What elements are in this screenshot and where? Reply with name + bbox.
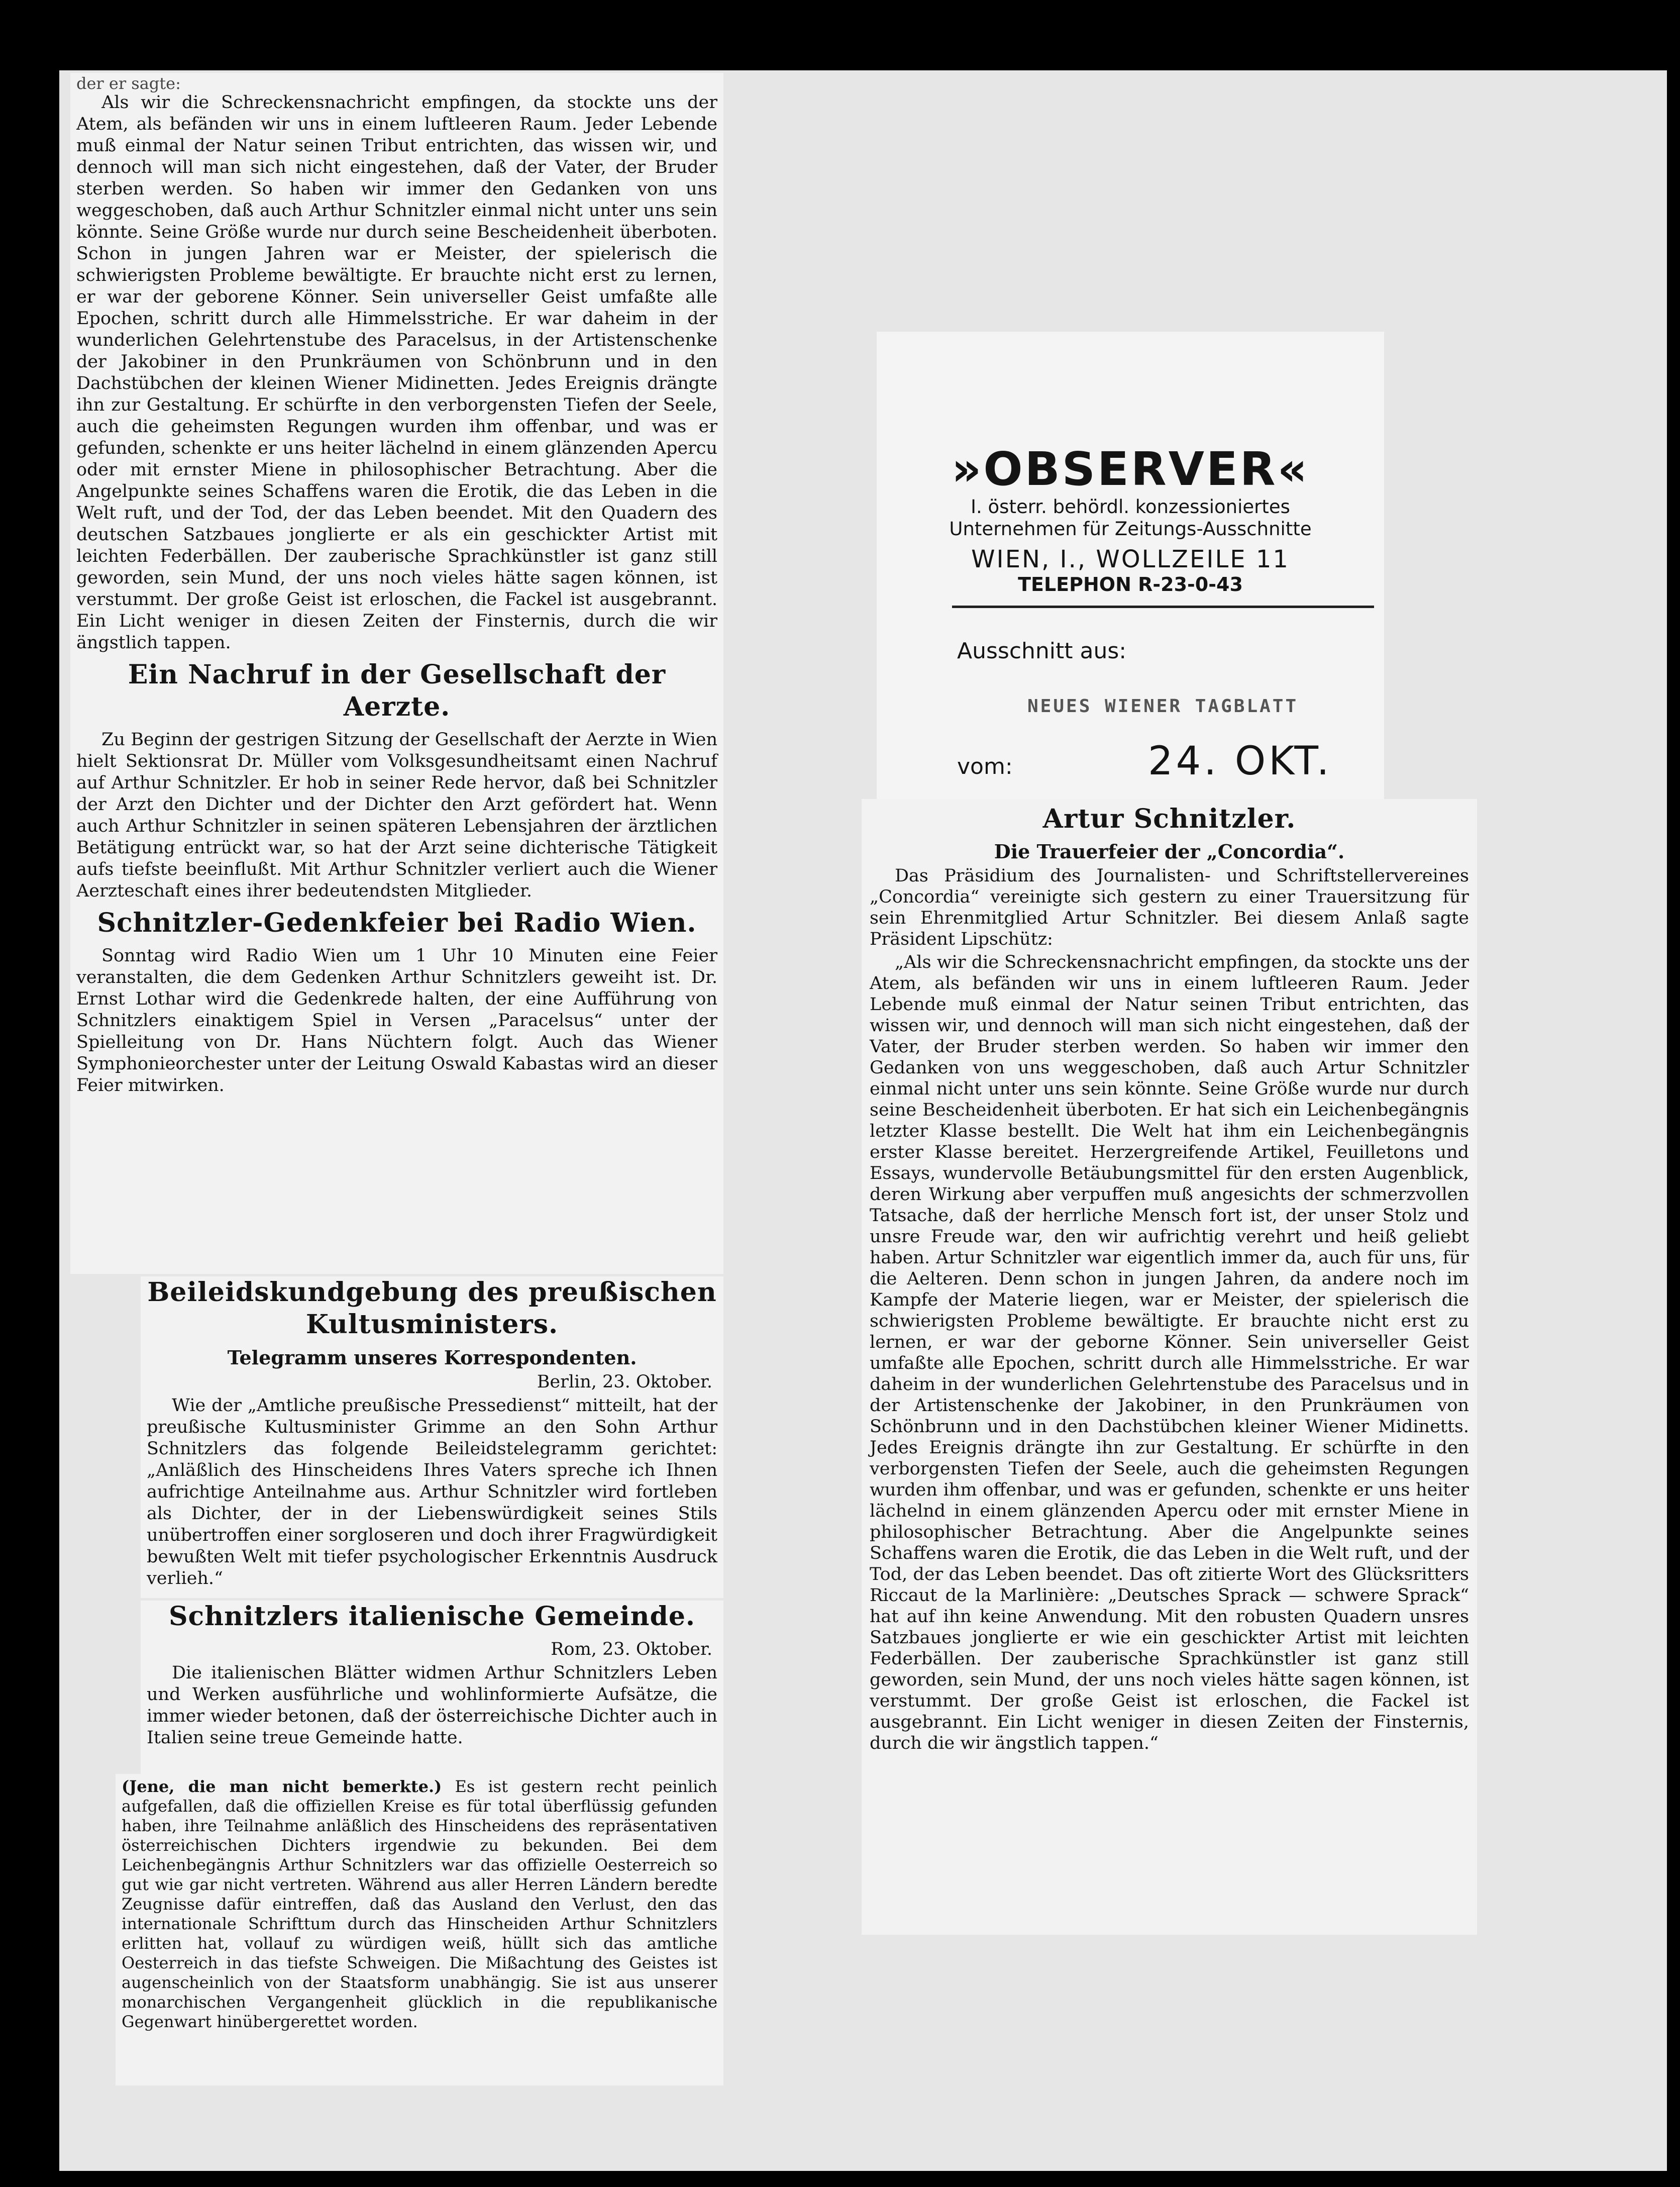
observer-rule: [952, 606, 1374, 608]
italien-dateline: Rom, 23. Oktober.: [551, 1639, 712, 1659]
right-title: Artur Schnitzler.: [1042, 804, 1296, 834]
heading-preussen: Beileidskundgebung des preußischen Kultusministers.: [147, 1277, 717, 1340]
bottom-paragraph: Es ist gestern recht peinlich aufgefallen, daß die offiziellen Kreise es für total überflüssig gefunden haben, ihre Teilnahme anläßlich des Hinscheidens des repräsentativen österreichischen Dichters irgendwie zu bekunden. Bei dem Leichenbegängnis Arthur Schnitzlers war das offizielle Oesterreich so gut wie gar nicht vertreten. Während aus aller Herren Ländern beredte Zeugnisse dafür eintreffen, daß das Ausland den Verlust, den das internationale Schrifttum durch das Hinscheiden Arthur Schnitzlers erlitten hat, vollauf zu würdigen weiß, hüllt sich das amtliche Oesterreich in das tiefste Schweigen. Die Mißachtung des Geistes ist augenscheinlich von der Staatsform unabhängig. Sie ist aus unserer monarchischen Vergangenheit glücklich in die republikanische Gegenwart hinübergerettet worden.: [122, 1777, 718, 2031]
left-column-clipping: [70, 73, 723, 1274]
right-speech: „Als wir die Schreckensnachricht empfingen, da stockte uns der Atem, als befänden wir uns in einem luftleeren Raum. Jeder Lebende muß einmal der Natur seinen Tribut entrichten, das wissen wir, und dennoch will man sich nicht eingestehen, daß der Vater, der Bruder sterben werden. So haben wir immer den Gedanken von uns weggeschoben, daß auch Artur Schnitzler einmal nicht unter uns sein könnte. Seine Größe wurde nur durch seine Bescheidenheit überboten. Er hat sich ein Leichenbegängnis letzter Klasse bestellt. Die Welt hat ihm ein Leichenbegängnis erster Klasse bereitet. Herzergreifende Artikel, Feuilletons und Essays, wundervolle Betäubungsmittel für den ersten Augenblick, deren Wirkung aber verpuffen muß angesichts der schmerzvollen Tatsache, daß der herrliche Mensch fort ist, der unser Stolz und unsre Freude war, den wir aufrichtig verehrt und heiß geliebt haben. Artur Schnitzler war eigentlich immer da, auch für uns, für die Aelteren. Denn schon in jungen Jahren, da andere noch im Kampfe der Materie liegen, war er Meister, der spielerisch die schwierigsten Probleme bewältigte. Er brauchte nicht erst zu lernen, er war der geborne Könner. Sein universeller Geist umfaßte alle Epochen, schritt durch alle Himmelsstriche. Er war daheim in der wunderlichen Gelehrtenstube des Paracelsus und in der Artistenschenke der Jakobiner, in den Prunkräumen von Schönbrunn und in den Dachstübchen kleiner Wiener Midinetts. Jedes Ereignis drängte ihn zur Gestaltung. Er schürfte in den verborgensten Tiefen der Seele, auch die geheimsten Regungen wurden ihm offenbar, und was er gefunden, schenkte er uns heiter lächelnd in einem glänzenden Apercu oder mit ernster Miene in philosophischer Betrachtung. Aber die Angelpunkte seines Schaffens waren die Erotik, die das Leben in die Welt ruft, und der Tod, der das Leben beendet. Das oft zitierte Wort des Glücksritters Riccaut de la Marlinière: „Deutsches Sprack — schwere Sprack“ hat auf ihn keine Anwendung. Mit den robusten Quadern unsres Satzbaues jonglierte er wie ein geschickter Artist mit leichten Federbällen. Der zauberische Sprachkünstler ist ganz still geworden, sein Mund, der uns noch vieles hätte sagen können, ist verstummt. Der große Geist ist erloschen, die Fackel ist ausgebrannt. Ein Licht weniger in diesen Zeiten der Finsternis, durch die wir ängstlich tappen.“: [870, 952, 1469, 1753]
radio-paragraph: Sonntag wird Radio Wien um 1 Uhr 10 Minuten eine Feier veranstalten, die dem Gedenken Arthur Schnitzlers geweiht ist. Dr. Ernst Lothar wird die Gedenkrede halten, der eine Aufführung von Schnitzlers einaktigem Spiel in Versen „Paracelsus“ unter der Spielleitung von Dr. Hans Nüchtern folgt. Auch das Wiener Symphonieorchester unter der Leitung Oswald Kabastas wird an dieser Feier mitwirken.: [76, 946, 717, 1096]
observer-title: »OBSERVER«: [951, 442, 1310, 496]
observer-address: WIEN, I., WOLLZEILE 11: [971, 545, 1290, 573]
fragment-top: der er sagte:: [76, 74, 181, 93]
heading-aerzte: Ein Nachruf in der Gesellschaft der Aerzte.: [128, 659, 666, 722]
quote-paragraph: Als wir die Schreckensnachricht empfingen, da stockte uns der Atem, als befänden wir uns in einem luftleeren Raum. Jeder Lebende muß einmal der Natur seinen Tribut entrichten, das wissen wir, und dennoch will man sich nicht eingestehen, daß der Vater, der Bruder sterben werden. So haben wir immer den Gedanken von uns weggeschoben, daß auch Arthur Schnitzler einmal nicht unter uns sein könnte. Seine Größe wurde nur durch seine Bescheidenheit überboten. Schon in jungen Jahren war er Meister, der spielerisch die schwierigsten Probleme bewältigte. Er brauchte nicht erst zu lernen, er war der geborene Könner. Sein universeller Geist umfaßte alle Epochen, schritt durch alle Himmelsstriche. Er war daheim in der wunderlichen Gelehrtenstube des Paracelsus, in der Artistenschenke der Jakobiner in den Prunkräumen von Schönbrunn und in den Dachstübchen der kleinen Wiener Midinetten. Jedes Ereignis drängte ihn zur Gestaltung. Er schürfte in den verborgensten Tiefen der Seele, auch die geheimsten Regungen wurden ihm offenbar, und was er gefunden, schenkte er uns heiter lächelnd in einem glänzenden Apercu oder mit ernster Miene in philosophischer Betrachtung. Aber die Angelpunkte seines Schaffens waren die Erotik, die das Leben in die Welt ruft, und der Tod, der das Leben beendet. Mit den Quadern des deutschen Satzbaues jonglierte er als ein geschickter Artist mit leichten Federbällen. Der zauberische Sprachkünstler ist ganz still geworden, sein Mund, der uns noch vieles hätte sagen können, ist verstummt. Der große Geist ist erloschen, die Fackel ist ausgebrannt. Ein Licht weniger in diesen Zeiten der Finsternis, durch die wir ängstlich tappen.: [76, 92, 717, 653]
date-stamp: 24. OKT.: [1148, 739, 1332, 784]
right-subtitle: Die Trauerfeier der „Concordia“.: [994, 840, 1345, 863]
observer-line1: I. österr. behördl. konzessioniertes: [971, 496, 1290, 518]
heading-italien: Schnitzlers italienische Gemeinde.: [169, 1601, 695, 1632]
preussen-paragraph: Wie der „Amtliche preußische Pressedienst“ mitteilt, hat der preußische Kultusminister Grimme an den Sohn Arthur Schnitzlers das folgende Beileidstelegramm gerichtet: „Anläßlich des Hinscheidens Ihres Vaters spreche ich Ihnen aufrichtige Anteilnahme aus. Arthur Schnitzler wird fortleben als Dichter, der in der Liebenswürdigkeit seines Stils unübertroffen einer sorgloseren und doch ihrer Fragwürdigkeit bewußten Welt mit tiefer psychologischer Erkenntnis Ausdruck verlieh.“: [147, 1396, 717, 1588]
italien-paragraph: Die italienischen Blätter widmen Arthur Schnitzlers Leben und Werken ausführliche und wohlinformierte Aufsätze, die immer wieder betonen, daß der österreichische Dichter auch in Italien seine treue Gemeinde hatte.: [147, 1663, 717, 1748]
observer-line2: Unternehmen für Zeitungs-Ausschnitte: [949, 518, 1312, 540]
source-stamp: NEUES WIENER TAGBLATT: [1027, 696, 1299, 717]
heading-radio: Schnitzler-Gedenkfeier bei Radio Wien.: [97, 908, 697, 938]
observer-form: [877, 332, 1384, 804]
vom-label: vom:: [957, 754, 1013, 779]
aerzte-paragraph: Zu Beginn der gestrigen Sitzung der Gesellschaft der Aerzte in Wien hielt Sektionsrat Dr. Müller vom Volksgesundheitsamt einen Nachruf auf Arthur Schnitzler. Er hob in seiner Rede hervor, daß bei Schnitzler der Arzt den Dichter und der Dichter den Arzt gefördert hat. Wenn auch Arthur Schnitzler in seinen späteren Lebensjahren der ärztlichen Betätigung entrückt war, so hat der Arzt seine dichterische Tätigkeit aufs tiefste beeinflußt. Mit Arthur Schnitzler verliert auch die Wiener Aerzteschaft eines ihrer bedeutendsten Mitglieder.: [76, 730, 717, 901]
ausschnitt-label: Ausschnitt aus:: [957, 638, 1127, 664]
observer-telephone: TELEPHON R-23-0-43: [1018, 573, 1243, 595]
italien-clipping: [141, 1601, 723, 1774]
bottom-clipping: [116, 1774, 723, 2085]
right-clipping: [862, 799, 1477, 1935]
preussen-dateline: Berlin, 23. Oktober.: [537, 1372, 712, 1392]
bottom-lead: (Jene, die man nicht bemerkte.): [122, 1777, 442, 1796]
preussen-clipping: [141, 1276, 723, 1598]
preussen-sub: Telegramm unseres Korrespondenten.: [227, 1346, 637, 1369]
right-intro: Das Präsidium des Journalisten- und Schriftstellervereines „Concordia“ vereinigte sich gestern zu einer Trauersitzung für sein Ehrenmitglied Artur Schnitzler. Bei diesem Anlaß sagte Präsident Lipschütz:: [870, 866, 1469, 949]
